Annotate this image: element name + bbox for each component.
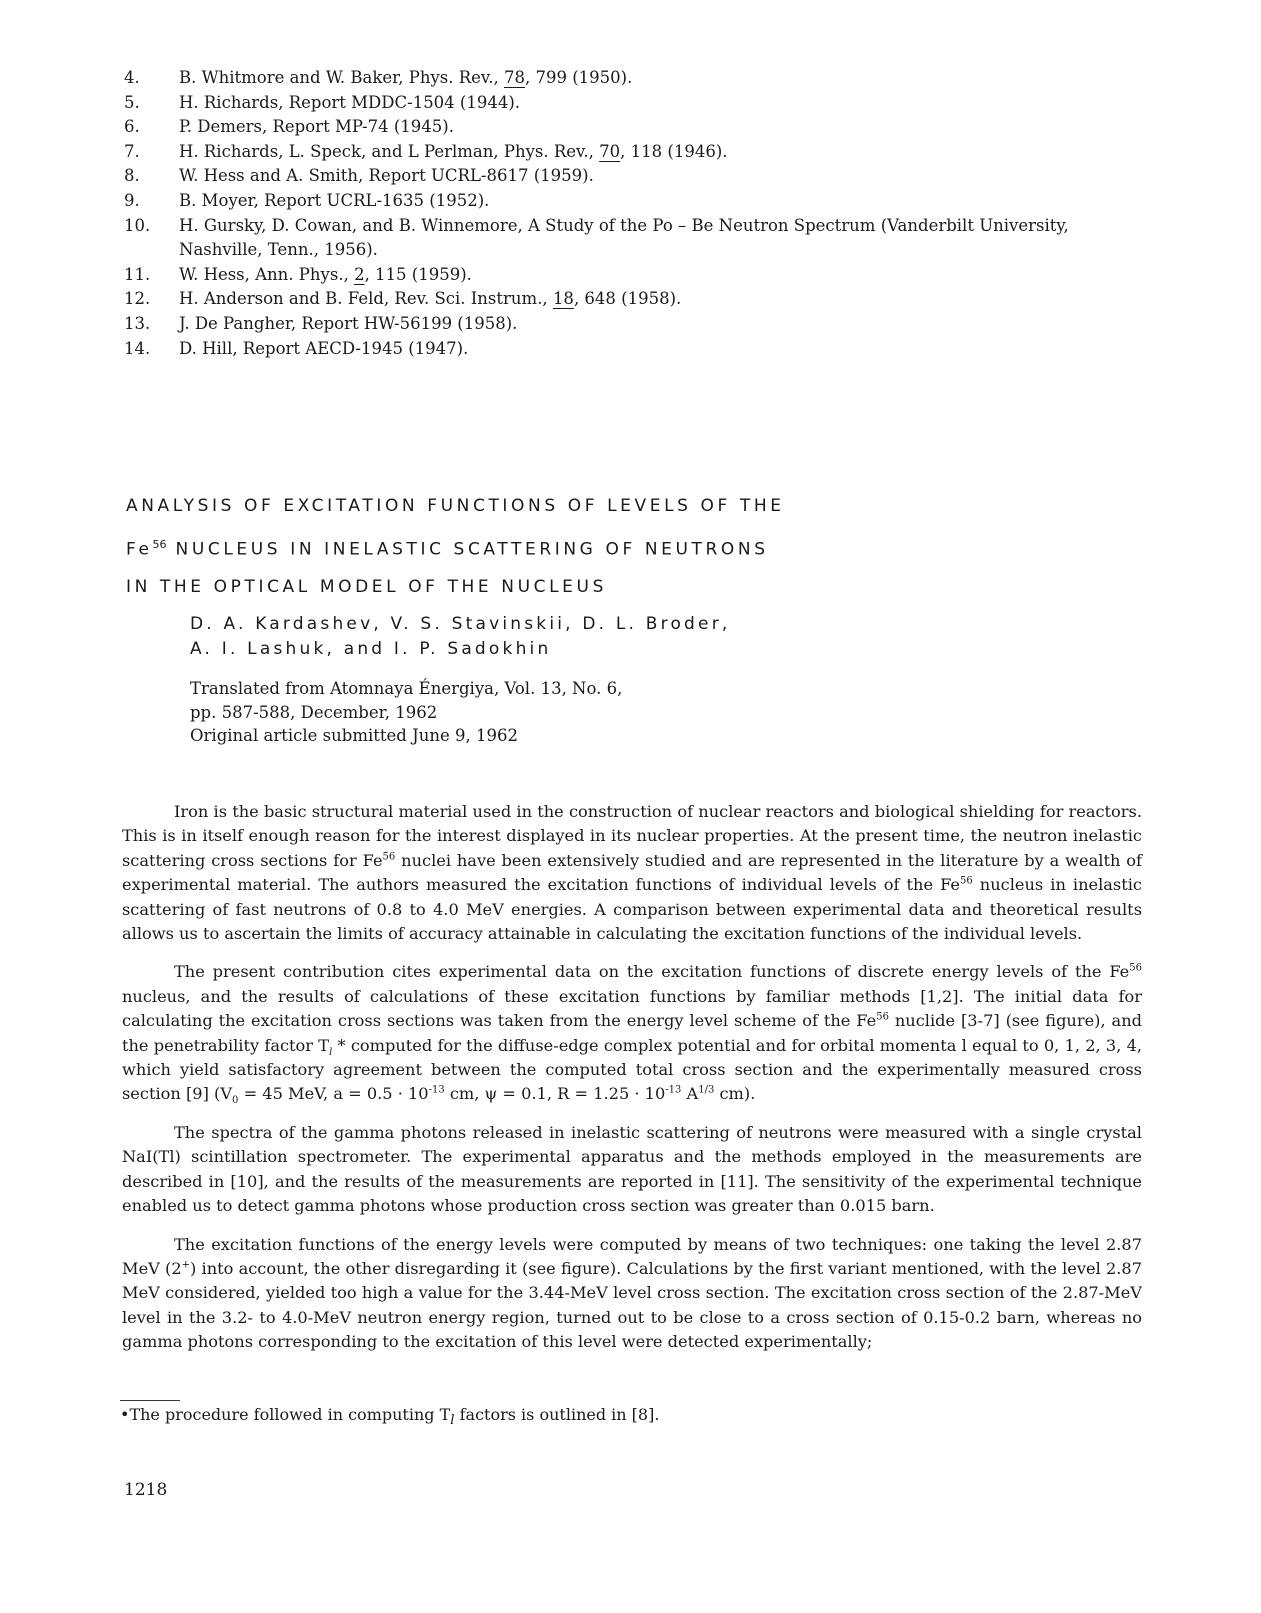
reference-item <box>124 312 1124 337</box>
reference-number: 4. <box>124 68 140 87</box>
title-line-3: IN THE OPTICAL MODEL OF THE NUCLEUS <box>126 576 607 597</box>
reference-text: H. Anderson and B. Feld, Rev. Sci. Instrum., 18, 648 (1958). <box>179 289 682 309</box>
reference-item <box>124 91 1124 116</box>
reference-item <box>124 214 1124 263</box>
reference-number: 9. <box>124 190 140 210</box>
authors-line-1: D. A. Kardashev, V. S. Stavinskii, D. L. Broder, <box>190 614 731 634</box>
reference-list <box>124 66 1124 361</box>
authors <box>190 612 731 662</box>
page-number: 1218 <box>124 1480 168 1500</box>
reference-text: J. De Pangher, Report HW-56199 (1958). <box>179 313 518 333</box>
translation-note: Translated from Atomnaya Énergiya, Vol. 13, No. 6, pp. 587-588, December, 1962 Original article submitted June 9, 1962 <box>190 679 623 745</box>
paragraph-2: The present contribution cites experimental data on the excitation functions of discrete energy levels of the Fe$^{56}$ nucleus, and the results of calculations of these excitation functions by familiar methods [1,2]. The initial data for calculating the excitation cross sections was taken from the energy level scheme of the Fe$^{56}$ nuclide [3-7] (see figure), and the penetrability factor $T_l$ * computed for the diffuse-edge complex potential and for orbital momenta l equal to 0, 1, 2, 3, 4, which yield satisfactory agreement between the computed total cross section and the experimentally measured cross section [9] ($V_0 = 45$ MeV, $a = 0.5 \cdot 10^{-13}$ cm, ψ = 0.1, $R = 1.25 \cdot 10^{-13}$ $A^{1/3}$ cm). <box>122 962 1143 1107</box>
reference-text: P. Demers, Report MP-74 (1945). <box>179 117 454 137</box>
reference-number: 11. <box>124 264 151 284</box>
reference-number: 12. <box>124 289 151 309</box>
reference-number: 6. <box>124 117 140 137</box>
footnote: •The procedure followed in computing $T_l$ factors is outlined in [8]. <box>120 1405 660 1429</box>
reference-text: H. Gursky, D. Cowan, and B. Winnemore, A Study of the Po – Be Neutron Spectrum (Vanderbilt University, Nashville, Tenn., 1956). <box>179 215 1069 260</box>
authors-line-2: A. I. Lashuk, and I. P. Sadokhin <box>190 639 552 659</box>
reference-text: W. Hess and A. Smith, Report UCRL-8617 (1959). <box>179 166 594 186</box>
footnote-rule <box>120 1400 180 1401</box>
reference-number: 8. <box>124 166 140 186</box>
paragraph-3: The spectra of the gamma photons released in inelastic scattering of neutrons were measured with a single crystal NaI(Tl) scintillation spectrometer. The experimental apparatus and the methods employed in the measurements are described in [10], and the results of the measurements are reported in [11]. The sensitivity of the experimental technique enabled us to detect gamma photons whose production cross section was greater than 0.015 barn. <box>122 1122 1142 1216</box>
reference-item <box>124 287 1124 312</box>
reference-item <box>124 164 1124 189</box>
paragraph-1: Iron is the basic structural material used in the construction of nuclear reactors and biological shielding for reactors. This is in itself enough reason for the interest displayed in its nuclear properties. At the present time, the neutron inelastic scattering cross sections for Fe$^{56}$ nuclei have been extensively studied and are represented in the literature by a wealth of experimental material. The authors measured the excitation functions of individual levels of the Fe$^{56}$ nucleus in inelastic scattering of fast neutrons of 0.8 to 4.0 MeV energies. A comparison between experimental data and theoretical results allows us to ascertain the limits of accuracy attainable in calculating the excitation functions of the individual levels. <box>122 802 1142 944</box>
reference-number: 7. <box>124 141 140 161</box>
reference-text: B. Whitmore and W. Baker, Phys. Rev., 78, 799 (1950). <box>179 68 633 87</box>
reference-text: B. Moyer, Report UCRL-1635 (1952). <box>179 190 490 210</box>
title-line-1: ANALYSIS OF EXCITATION FUNCTIONS OF LEVELS OF THE <box>126 496 785 516</box>
article-title <box>126 488 785 606</box>
paragraph-4: The excitation functions of the energy levels were computed by means of two techniques: one taking the level 2.87 MeV (2+) into account, the other disregarding it (see figure). Calculations by the first variant mentioned, with the level 2.87 MeV considered, yielded too high a value for the 3.44-MeV level cross section. The excitation cross section of the 2.87-MeV level in the 3.2- to 4.0-MeV neutron energy region, turned out to be close to a cross section of 0.15-0.2 barn, whereas no gamma photons corresponding to the excitation of this level were detected experimentally; <box>122 1234 1143 1352</box>
reference-text: D. Hill, Report AECD-1945 (1947). <box>179 338 469 358</box>
reference-item <box>124 66 1124 91</box>
reference-item <box>124 140 1124 165</box>
reference-item <box>124 337 1124 362</box>
reference-number: 13. <box>124 313 151 333</box>
reference-item <box>124 263 1124 288</box>
reference-number: 5. <box>124 92 140 112</box>
reference-item <box>124 189 1124 214</box>
reference-text: W. Hess, Ann. Phys., 2, 115 (1959). <box>179 264 472 284</box>
article-body <box>122 800 1142 1369</box>
title-line-2: Fe$^{56}$ NUCLEUS IN INELASTIC SCATTERING OF NEUTRONS <box>126 537 769 560</box>
reference-text: H. Richards, L. Speck, and L Perlman, Phys. Rev., 70, 118 (1946). <box>179 141 728 161</box>
reference-text: H. Richards, Report MDDC-1504 (1944). <box>179 92 521 112</box>
reference-number: 10. <box>124 215 151 235</box>
reference-number: 14. <box>124 338 151 358</box>
reference-item <box>124 115 1124 140</box>
